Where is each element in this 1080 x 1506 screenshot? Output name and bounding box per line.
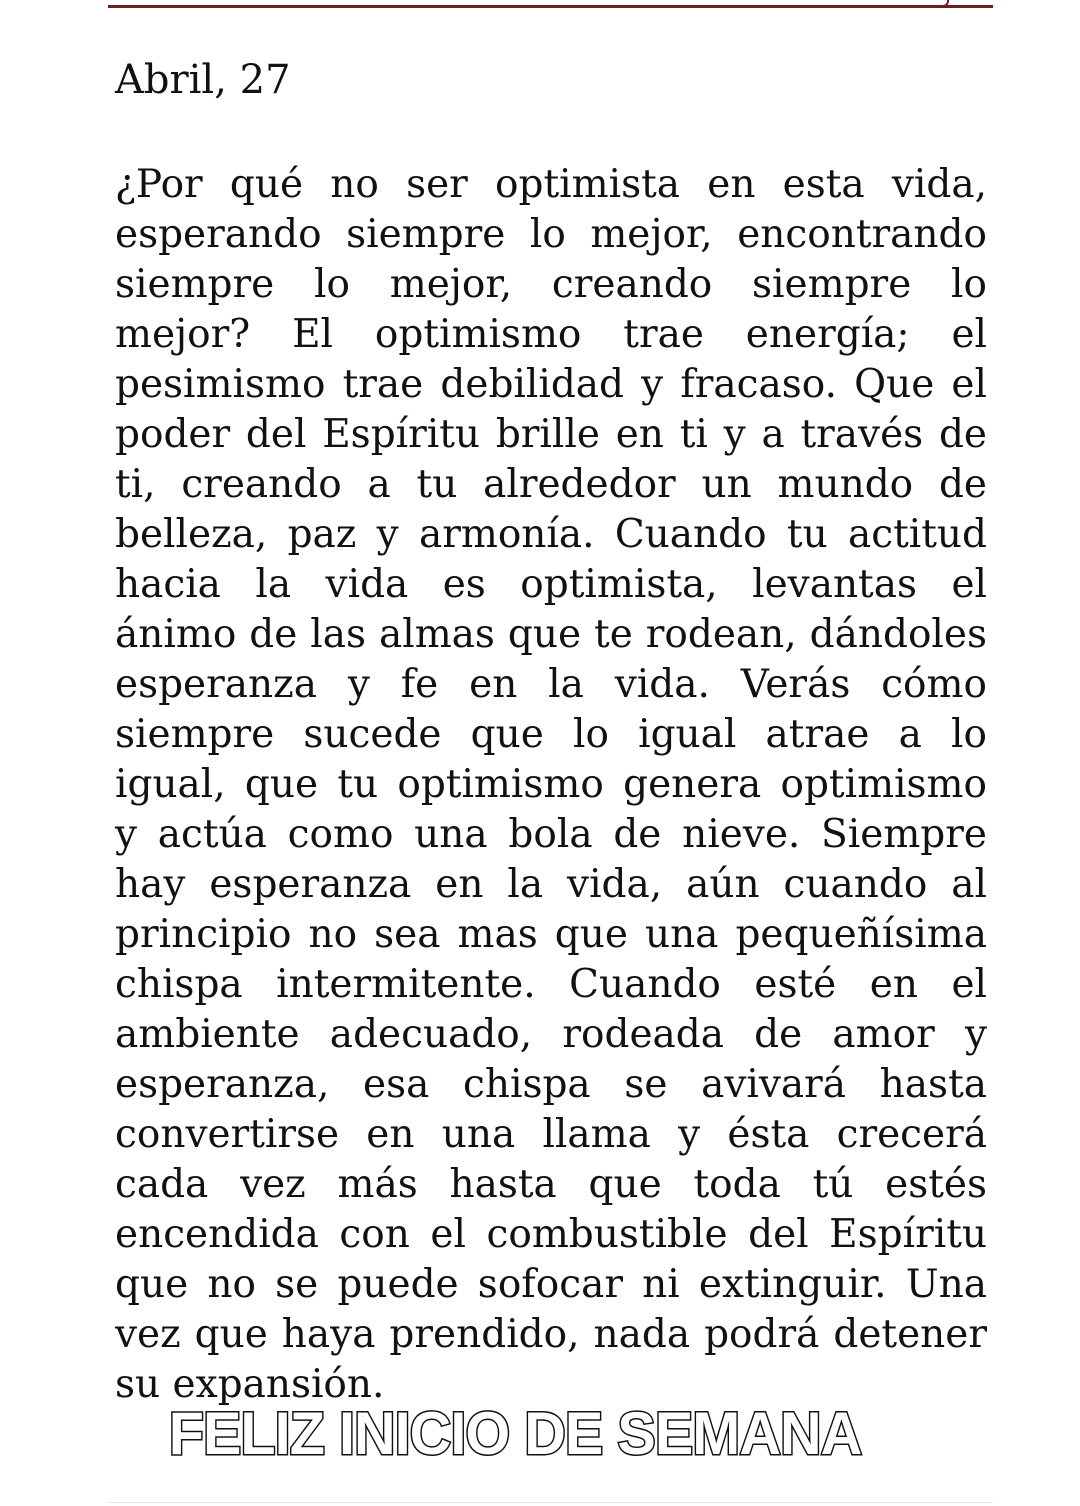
top-divider: [108, 5, 993, 8]
reading-body: ¿Por qué no ser optimista en esta vida, esperando siempre lo mejor, encontrando siempre lo mejor, creando siempre lo mejor? El optimismo trae energía; el pesimismo trae debilidad y fracaso. Que el poder del Espíritu brille en ti y a través de ti, creando a tu alrededor un mundo de belleza, paz y armonía. Cuando tu actitud hacia la vida es optimista, levantas el ánimo de las almas que te rodean, dándoles esperanza y fe en la vida. Verás cómo siempre sucede que lo igual atrae a lo igual, que tu optimismo genera optimismo y actúa como una bola de nieve. Siempre hay esperanza en la vida, aún cuando al principio no sea mas que una pequeñísima chispa intermitente. Cuando esté en el ambiente adecuado, rodeada de amor y esperanza, esa chispa se avivará hasta convertirse en una llama y ésta crecerá cada vez más hasta que toda tú estés encendida con el combustible del Espíritu que no se puede sofocar ni extinguir. Una vez que haya prendido, nada podrá detener su expansión.: [115, 162, 987, 1407]
divider-ornament: [943, 0, 949, 7]
reading-page: [115, 52, 987, 1410]
reading-date: Abril, 27: [115, 57, 291, 103]
bottom-divider: [108, 1502, 993, 1503]
greeting-caption: FELIZ INICIO DE SEMANA: [168, 1400, 862, 1467]
